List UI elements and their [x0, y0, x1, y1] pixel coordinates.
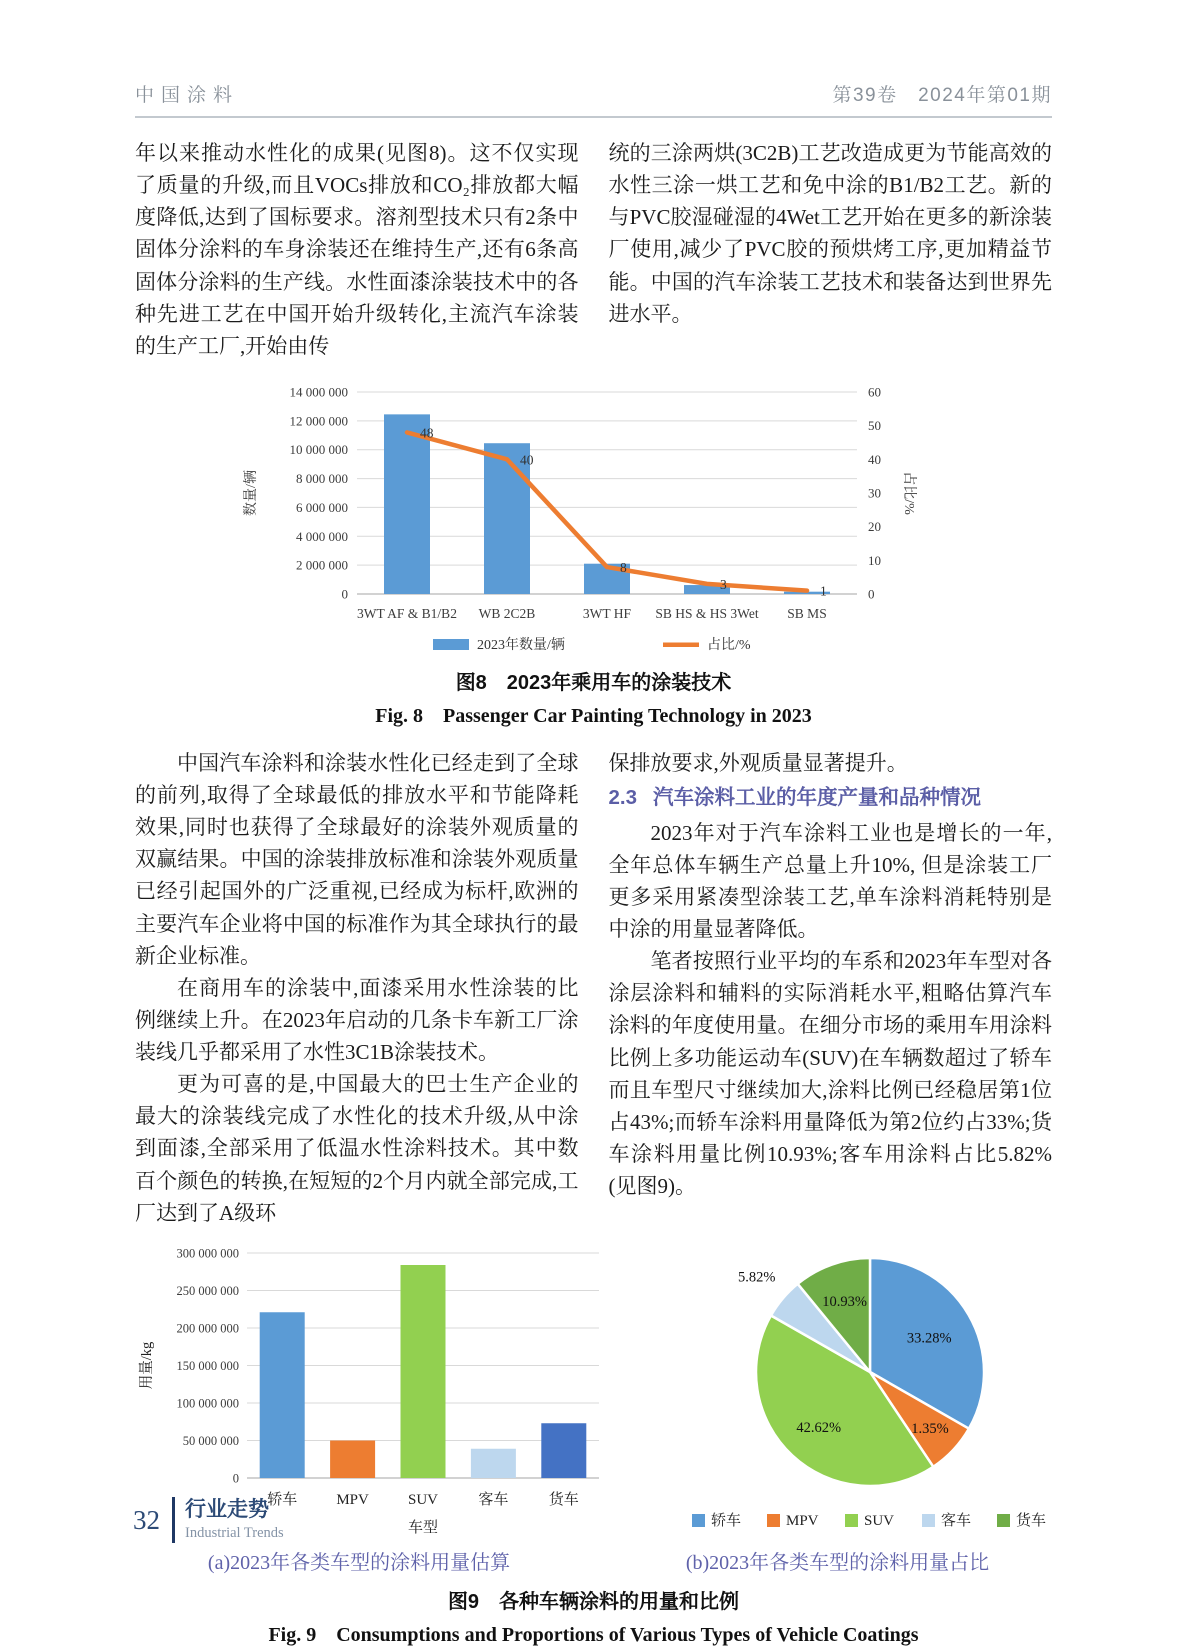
fig9-subcaption-b: (b)2023年各类车型的涂料用量占比 [685, 1551, 990, 1574]
svg-text:占比/%: 占比/% [707, 637, 751, 653]
svg-text:40: 40 [520, 452, 534, 468]
svg-text:8: 8 [620, 559, 627, 575]
svg-text:用量/kg: 用量/kg [139, 1341, 155, 1390]
body-paragraph: 年以来推动水性化的成果(见图8)。这不仅实现了质量的升级,而且VOCs排放和CO₂排放都大幅度降低,达到了国标要求。溶剂型技术只有2条中固体分涂料的车身涂装还在维持生产,还有6条高固体分涂料的生产线。水性面漆涂装技术中的各种先进工艺在中国开始升级转化,主流汽车涂装的生产工厂,开始由传 [135, 141, 579, 358]
section-heading-2-3 [609, 783, 1053, 813]
section-title: 汽车涂料工业的年度产量和品种情况 [653, 786, 981, 809]
svg-text:MPV: MPV [336, 1491, 369, 1508]
svg-text:10 000 000: 10 000 000 [289, 442, 348, 458]
svg-text:3WT HF: 3WT HF [582, 605, 632, 621]
svg-text:客车: 客车 [478, 1491, 509, 1508]
svg-text:100 000 000: 100 000 000 [176, 1396, 239, 1411]
svg-text:42.62%: 42.62% [796, 1419, 842, 1436]
right-column [609, 747, 1053, 1229]
issue-info: 第39卷 2024年第01期 [832, 85, 1052, 106]
page-header [135, 0, 1052, 118]
fig9-subcaption-a: (a)2023年各类车型的涂料用量估算 [207, 1551, 511, 1574]
page-number: 32 [133, 1504, 160, 1535]
intro-text-section [135, 137, 1052, 362]
svg-text:客车: 客车 [941, 1512, 972, 1529]
body-paragraph: 更为可喜的是,中国最大的巴士生产企业的最大的涂装线完成了水性化的技术升级,从中涂到面漆,全部采用了低温水性涂料技术。其中数百个颜色的转换,在短短的2个月内就全部完成,工厂达到了A级环 [135, 1072, 579, 1225]
figure-9 [135, 1237, 1052, 1647]
svg-text:30: 30 [868, 485, 881, 501]
svg-text:200 000 000: 200 000 000 [176, 1321, 239, 1336]
body-paragraph: 笔者按照行业平均的车系和2023年车型对各涂层涂料和辅料的实际消耗水平,粗略估算汽车涂料的年度使用量。在细分市场的乘用车用涂料比例上多功能运动车(SUV)在车辆数超过了轿车而且车型尺寸继续加大,涂料比例已经稳居第1位占43%;而轿车涂料用量降低为第2位约占33%;货车涂料用量比例10.93%;客车用涂料占比5.82%(见图9)。 [608, 949, 1052, 1199]
svg-text:WB 2C2B: WB 2C2B [478, 605, 536, 621]
svg-text:6 000 000: 6 000 000 [296, 499, 348, 515]
svg-text:300 000 000: 300 000 000 [176, 1246, 239, 1261]
svg-text:1.35%: 1.35% [911, 1420, 949, 1437]
left-column [135, 747, 579, 1229]
figure-8 [135, 378, 1052, 728]
svg-text:货车: 货车 [548, 1491, 579, 1508]
svg-text:10.93%: 10.93% [822, 1293, 868, 1310]
svg-text:SUV: SUV [407, 1491, 439, 1508]
journal-name: 中国涂料 [135, 85, 240, 106]
svg-text:8 000 000: 8 000 000 [296, 470, 348, 486]
footer-divider [172, 1497, 175, 1543]
svg-text:SB HS & HS 3Wet: SB HS & HS 3Wet [655, 605, 759, 621]
section-number: 2.3 [608, 786, 637, 809]
footer-section-zh: 行业走势 [185, 1498, 269, 1522]
legend-swatch [922, 1514, 935, 1527]
footer-section-en: Industrial Trends [185, 1524, 284, 1541]
legend-swatch [997, 1514, 1010, 1527]
svg-text:250 000 000: 250 000 000 [176, 1283, 239, 1298]
left-column [135, 137, 579, 362]
svg-text:SUV: SUV [864, 1512, 895, 1529]
svg-text:轿车: 轿车 [267, 1491, 298, 1508]
svg-text:车型: 车型 [407, 1519, 439, 1536]
svg-text:5.82%: 5.82% [738, 1269, 776, 1286]
body-paragraph: 保排放要求,外观质量显著提升。 [608, 750, 908, 775]
body-paragraph: 2023年对于汽车涂料工业也是增长的一年,全年总体车辆生产总量上升10%, 但是涂装工厂更多采用紧凑型涂装工艺,单车涂料消耗特别是中涂的用量显著降低。 [608, 820, 1052, 942]
legend-swatch [845, 1514, 858, 1527]
svg-text:12 000 000: 12 000 000 [289, 413, 348, 429]
svg-text:占比/%: 占比/% [901, 471, 916, 515]
fig9-caption-zh: 图9 各种车辆涂料的用量和比例 [447, 1590, 740, 1613]
fig8-caption-zh: 图8 2023年乘用车的涂装技术 [455, 671, 732, 694]
body-paragraph: 在商用车的涂装中,面漆采用水性涂装的比例继续上升。在2023年启动的几条卡车新工厂涂装线几乎都采用了水性3C1B涂装技术。 [135, 975, 579, 1064]
svg-text:2023年数量/辆: 2023年数量/辆 [477, 637, 565, 653]
right-column [609, 137, 1053, 362]
svg-text:48: 48 [420, 425, 434, 441]
svg-text:50: 50 [868, 418, 881, 434]
svg-text:20: 20 [868, 519, 881, 535]
svg-text:60: 60 [868, 384, 881, 400]
svg-text:3: 3 [720, 576, 727, 592]
fig9a-bar-chart [135, 1237, 605, 1542]
legend-swatch [767, 1514, 780, 1527]
svg-text:33.28%: 33.28% [906, 1330, 952, 1347]
fig8-combo-chart [235, 378, 915, 656]
svg-text:2 000 000: 2 000 000 [296, 557, 348, 573]
svg-text:SB MS: SB MS [787, 605, 827, 621]
svg-text:40: 40 [868, 451, 881, 467]
fig8-caption-en: Fig. 8 Passenger Car Painting Technology in 2023 [375, 704, 812, 727]
body-paragraph: 中国汽车涂料和涂装水性化已经走到了全球的前列,取得了全球最低的排放水平和节能降耗效果,同时也获得了全球最好的涂装外观质量的双赢结果。中国的涂装排放标准和涂装外观质量已经引起国外的广泛重视,已经成为标杆,欧洲的主要汽车企业将中国的标准作为其全球执行的最新企业标准。 [135, 750, 579, 968]
svg-text:150 000 000: 150 000 000 [176, 1358, 239, 1373]
legend-swatch-line [663, 642, 699, 647]
svg-text:10: 10 [868, 552, 881, 568]
svg-text:14 000 000: 14 000 000 [289, 384, 348, 400]
body-paragraph: 统的三涂两烘(3C2B)工艺改造成更为节能高效的水性三涂一烘工艺和免中涂的B1/B2工艺。新的与PVC胶湿碰湿的4Wet工艺开始在更多的新涂装厂使用,减少了PVC胶的预烘烤工序,更加精益节能。中国的汽车涂装工艺技术和装备达到世界先进水平。 [608, 141, 1052, 326]
svg-text:货车: 货车 [1016, 1512, 1047, 1529]
svg-text:50 000 000: 50 000 000 [182, 1433, 239, 1448]
middle-text-section [135, 747, 1052, 1229]
fig9b-pie-chart [645, 1242, 1095, 1542]
svg-text:0: 0 [232, 1471, 239, 1486]
legend-swatch-bar [433, 639, 469, 650]
svg-text:3WT AF & B1/B2: 3WT AF & B1/B2 [357, 605, 457, 621]
svg-text:数量/辆: 数量/辆 [244, 469, 259, 516]
legend-swatch [692, 1514, 705, 1527]
svg-text:4 000 000: 4 000 000 [296, 528, 348, 544]
svg-text:0: 0 [341, 586, 348, 602]
svg-text:0: 0 [868, 586, 875, 602]
page-footer [133, 1497, 284, 1543]
fig9-caption-en: Fig. 9 Consumptions and Proportions of Various Types of Vehicle Coatings [268, 1623, 919, 1646]
svg-text:轿车: 轿车 [711, 1512, 742, 1529]
svg-text:1: 1 [820, 583, 827, 599]
svg-text:MPV: MPV [786, 1512, 819, 1529]
